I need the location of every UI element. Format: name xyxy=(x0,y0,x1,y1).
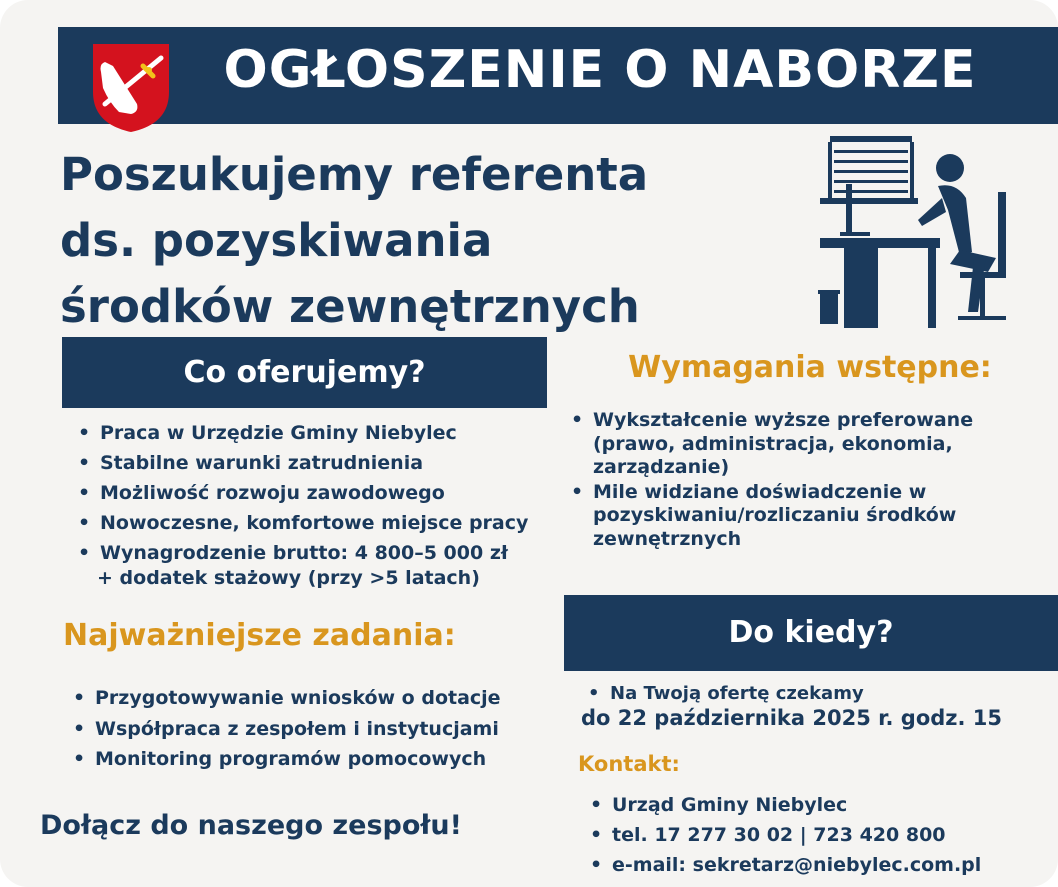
job-headline xyxy=(60,142,760,340)
offer-heading: Co oferujemy? xyxy=(62,337,547,408)
headline-line: Poszukujemy referenta xyxy=(60,148,649,201)
office-worker-at-desk-icon xyxy=(810,132,1020,332)
list-item: • Wynagrodzenie brutto: 4 800–5 000 zł xyxy=(100,538,528,568)
deadline-date: do 22 października 2025 r. godz. 15 xyxy=(581,706,1003,730)
deadline-list xyxy=(610,683,864,705)
contact-phone: • tel. 17 277 30 02 | 723 420 800 xyxy=(612,820,981,850)
tasks-heading: Najważniejsze zadania: xyxy=(63,618,456,653)
contact-office: • Urząd Gminy Niebylec xyxy=(612,790,981,820)
list-item: • Możliwość rozwoju zawodowego xyxy=(100,478,528,508)
contact-list xyxy=(612,790,981,880)
join-team-cta: Dołącz do naszego zespołu! xyxy=(40,810,462,841)
offer-list xyxy=(100,418,528,568)
coat-of-arms-icon xyxy=(91,42,171,134)
list-item: • Monitoring programów pomocowych xyxy=(95,744,501,775)
list-item: • Współpraca z zespołem i instytucjami xyxy=(95,714,501,745)
contact-email: • e-mail: sekretarz@niebylec.com.pl xyxy=(612,850,981,880)
list-item: • Praca w Urzędzie Gminy Niebylec xyxy=(100,418,528,448)
list-item: • Na Twoją ofertę czekamy xyxy=(610,683,864,705)
deadline-heading: Do kiedy? xyxy=(564,595,1058,671)
announcement-title: OGŁOSZENIE O NABORZE xyxy=(223,40,977,100)
list-item: • Nowoczesne, komfortowe miejsce pracy xyxy=(100,508,528,538)
salary-bonus-note: + dodatek stażowy (przy >5 latach) xyxy=(97,567,480,589)
list-item: • Wykształcenie wyższe preferowane (prawo, administracja, ekonomia, zarządzanie) xyxy=(593,409,1023,480)
requirements-heading: Wymagania wstępne: xyxy=(628,350,992,385)
tasks-list xyxy=(95,683,501,775)
list-item: • Przygotowywanie wniosków o dotacje xyxy=(95,683,501,714)
contact-heading: Kontakt: xyxy=(578,752,680,776)
requirements-list xyxy=(593,409,1023,552)
headline-line: ds. pozyskiwania xyxy=(60,214,493,267)
list-item: • Mile widziane doświadczenie w pozyskiwaniu/rozliczaniu środków zewnętrznych xyxy=(593,481,1023,552)
headline-line: środków zewnętrznych xyxy=(60,280,640,333)
list-item: • Stabilne warunki zatrudnienia xyxy=(100,448,528,478)
